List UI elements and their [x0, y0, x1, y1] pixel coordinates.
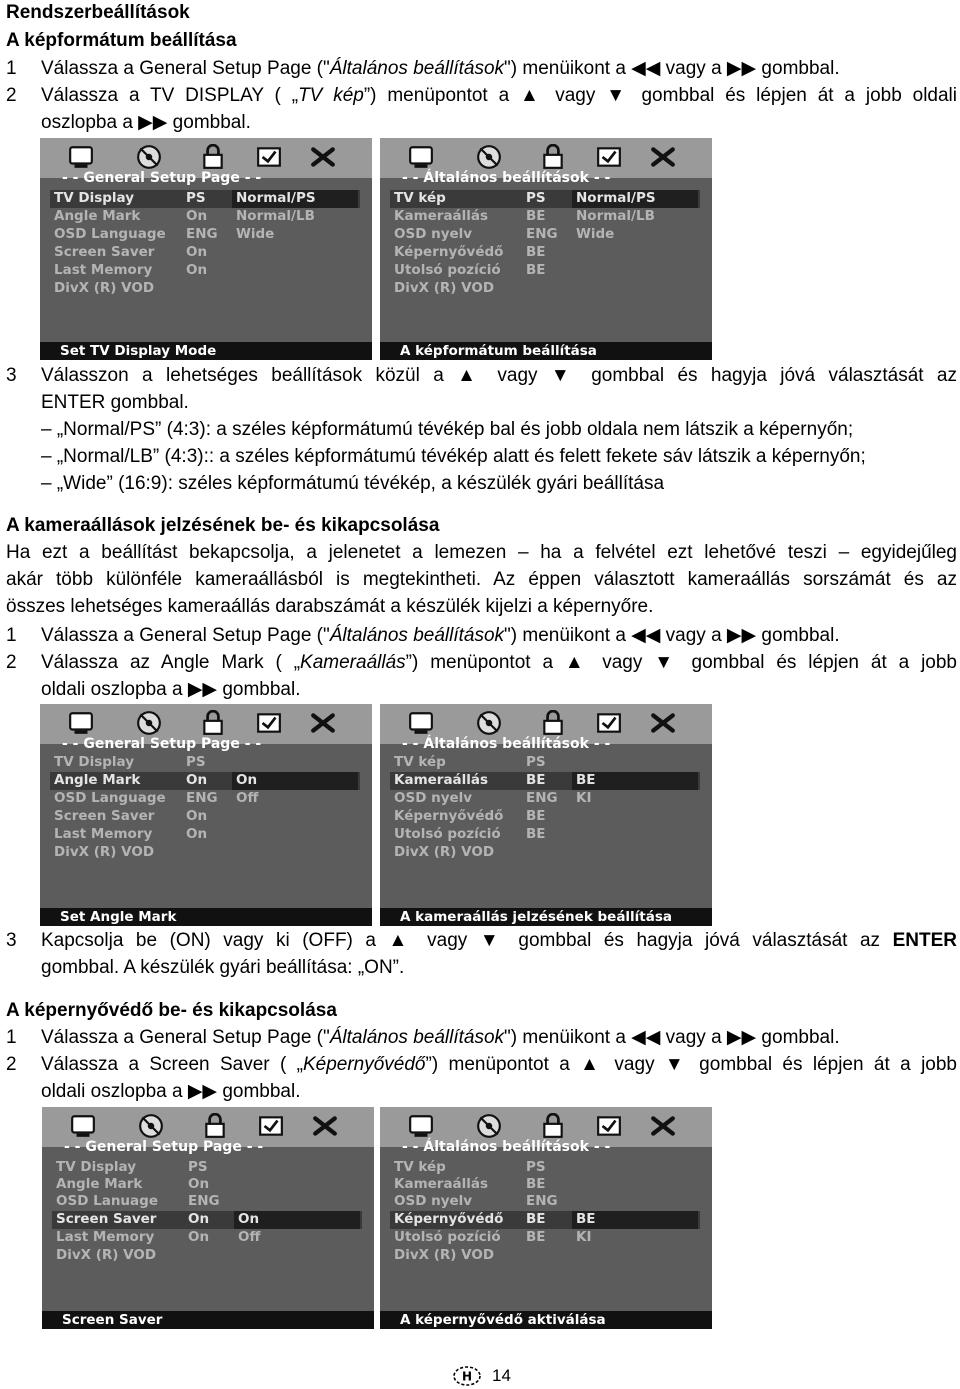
osd-value: On: [188, 1229, 210, 1245]
step-text: Válassza az Angle Mark ( „Kameraállás”) menüpontot a ▲ vagy ▼ gombbal és lépjen át a jobb: [41, 652, 957, 673]
tv-icon: [66, 710, 96, 736]
lock-icon: [198, 710, 228, 736]
osd-value: ENG: [188, 1193, 220, 1209]
page-heading: Rendszerbeállítások: [6, 2, 190, 23]
page-number: 14: [492, 1366, 511, 1385]
lock-icon: [200, 1113, 230, 1139]
osd-item: Angle Mark: [54, 772, 141, 788]
osd-item: Képernyővédő: [394, 808, 504, 824]
lock-icon: [538, 1113, 568, 1139]
osd-option: BE: [576, 1211, 596, 1227]
osd-value: ENG: [526, 1193, 558, 1209]
osd-value: PS: [526, 1159, 546, 1175]
osd-footer: [380, 908, 712, 926]
osd-value: PS: [526, 190, 546, 206]
checkbox-icon: [254, 144, 284, 170]
step-text: Kapcsolja be (ON) vagy ki (OFF) a ▲ vagy ▼ gombbal és hagyja jóvá választását az ENTER: [41, 930, 957, 951]
close-icon: [308, 144, 338, 170]
osd-screenshot-tv-display-hu: [380, 138, 712, 360]
paragraph-line: összes lehetséges kameraállás darabszámát a készülék kijelzi a képernyőre.: [6, 596, 654, 617]
osd-item: OSD nyelv: [394, 226, 473, 242]
osd-item: Last Memory: [54, 826, 153, 842]
osd-footer-text: A kameraállás jelzésének beállítása: [400, 909, 673, 925]
osd-value: ENG: [186, 226, 218, 242]
osd-footer: [42, 1311, 374, 1329]
osd-item: Last Memory: [56, 1229, 155, 1245]
osd-item: Last Memory: [54, 262, 153, 278]
step-number: 2: [6, 85, 17, 106]
osd-title: - - General Setup Page - -: [62, 736, 262, 752]
osd-item: DivX (R) VOD: [394, 844, 495, 860]
osd-item: OSD Lanuage: [56, 1193, 158, 1209]
disc-icon: [474, 144, 504, 170]
section-title-angle: A kameraállások jelzésének be- és kikapcsolása: [6, 515, 440, 536]
osd-value: BE: [526, 1176, 546, 1192]
osd-option: Wide: [236, 226, 275, 242]
osd-option: Normal/PS: [576, 190, 656, 206]
osd-item: DivX (R) VOD: [54, 280, 155, 296]
osd-value: On: [186, 244, 208, 260]
tv-icon: [406, 144, 436, 170]
step-number: 3: [6, 365, 17, 386]
osd-item: OSD Language: [54, 226, 166, 242]
osd-value: BE: [526, 1229, 546, 1245]
osd-item: Utolsó pozíció: [394, 826, 501, 842]
osd-item: OSD Language: [54, 790, 166, 806]
disc-icon: [136, 1113, 166, 1139]
country-badge-label: H: [461, 1369, 473, 1384]
osd-value: PS: [186, 754, 206, 770]
osd-option: KI: [576, 1229, 592, 1245]
osd-item: Képernyővédő: [394, 1211, 504, 1227]
osd-screenshot-screensaver-en: [42, 1107, 374, 1329]
osd-footer: [40, 908, 372, 926]
tv-icon: [66, 144, 96, 170]
step-text-cont: oldali oszlopba a ▶▶ gombbal.: [41, 1081, 301, 1102]
disc-icon: [134, 144, 164, 170]
osd-item: Screen Saver: [54, 808, 155, 824]
osd-title: - - Általános beállítások - -: [402, 170, 611, 186]
osd-footer-text: A képernyővédő aktiválása: [400, 1312, 606, 1328]
osd-item: TV kép: [394, 754, 446, 770]
close-icon: [648, 710, 678, 736]
osd-item: TV Display: [54, 754, 135, 770]
osd-value: On: [186, 826, 208, 842]
section-title-aspect: A képformátum beállítása: [6, 30, 237, 51]
step-text: Válassza a General Setup Page ("Általános beállítások") menüikont a ◀◀ vagy a ▶▶ gombbal.: [41, 58, 840, 79]
osd-option: Wide: [576, 226, 615, 242]
step-number: 2: [6, 652, 17, 673]
osd-item: DivX (R) VOD: [394, 1247, 495, 1263]
tv-icon: [68, 1113, 98, 1139]
osd-item: Screen Saver: [56, 1211, 157, 1227]
bullet-item: – „Wide” (16:9): széles képformátumú tévékép, a készülék gyári beállítása: [41, 473, 665, 494]
osd-value: ENG: [526, 226, 558, 242]
osd-value: BE: [526, 244, 546, 260]
osd-value: ENG: [186, 790, 218, 806]
close-icon: [310, 1113, 340, 1139]
osd-item: DivX (R) VOD: [394, 280, 495, 296]
osd-footer-text: Set TV Display Mode: [60, 343, 217, 359]
osd-option: Off: [236, 790, 259, 806]
osd-item: Kameraállás: [394, 1176, 489, 1192]
step-number: 1: [6, 1027, 17, 1048]
tv-icon: [406, 710, 436, 736]
osd-title: - - General Setup Page - -: [64, 1139, 264, 1155]
tv-icon: [406, 1113, 436, 1139]
step-text-cont: oszlopba a ▶▶ gombbal.: [41, 112, 251, 133]
paragraph-line: akár több különféle kameraállásból is megtekintheti. Az éppen választott kameraállás sorszámát és az: [6, 569, 957, 590]
step-text: Válassza a Screen Saver ( „Képernyővédő”) menüpontot a ▲ vagy ▼ gombbal és lépjen át a jobb: [41, 1054, 957, 1075]
close-icon: [648, 1113, 678, 1139]
osd-value: BE: [526, 208, 546, 224]
osd-option: BE: [576, 772, 596, 788]
osd-screenshot-tv-display-en: [40, 138, 372, 360]
osd-value: ENG: [526, 790, 558, 806]
osd-option: Normal/PS: [236, 190, 316, 206]
osd-screenshot-screensaver-hu: [380, 1107, 712, 1329]
osd-item: Angle Mark: [54, 208, 141, 224]
osd-value: On: [186, 808, 208, 824]
lock-icon: [538, 710, 568, 736]
step-text-cont: ENTER gombbal.: [41, 392, 189, 413]
osd-item: Kameraállás: [394, 208, 489, 224]
osd-value: BE: [526, 772, 546, 788]
osd-option: On: [238, 1211, 260, 1227]
step-text: Válasszon a lehetséges beállítások közül a ▲ vagy ▼ gombbal és hagyja jóvá választását az: [41, 365, 957, 386]
bullet-item: – „Normal/PS” (4:3): a széles képformátumú tévékép bal és jobb oldala nem látszik a képernyőn;: [41, 419, 854, 440]
lock-icon: [198, 144, 228, 170]
osd-footer: [40, 342, 372, 360]
osd-footer-text: Screen Saver: [62, 1312, 163, 1328]
osd-screenshot-angle-hu: [380, 704, 712, 926]
osd-footer: [380, 342, 712, 360]
step-number: 1: [6, 625, 17, 646]
osd-value: PS: [526, 754, 546, 770]
osd-item: DivX (R) VOD: [56, 1247, 157, 1263]
osd-item: Kameraállás: [394, 772, 489, 788]
osd-item: Angle Mark: [56, 1176, 143, 1192]
step-number: 1: [6, 58, 17, 79]
osd-title: - - General Setup Page - -: [62, 170, 262, 186]
disc-icon: [474, 710, 504, 736]
page-footer: [452, 1364, 542, 1388]
step-text: Válassza a TV DISPLAY ( „TV kép”) menüpontot a ▲ vagy ▼ gombbal és lépjen át a jobb oldali: [41, 85, 957, 106]
osd-footer: [380, 1311, 712, 1329]
osd-item: TV kép: [394, 190, 446, 206]
osd-footer-text: A képformátum beállítása: [400, 343, 597, 359]
close-icon: [308, 710, 338, 736]
osd-option: KI: [576, 790, 592, 806]
step-text-cont: oldali oszlopba a ▶▶ gombbal.: [41, 679, 301, 700]
disc-icon: [134, 710, 164, 736]
step-number: 2: [6, 1054, 17, 1075]
osd-value: BE: [526, 1211, 546, 1227]
checkbox-icon: [254, 710, 284, 736]
section-title-screensaver: A képernyővédő be- és kikapcsolása: [6, 1000, 337, 1021]
osd-item: DivX (R) VOD: [54, 844, 155, 860]
osd-value: PS: [186, 190, 206, 206]
osd-item: TV Display: [54, 190, 135, 206]
osd-item: OSD nyelv: [394, 1193, 473, 1209]
osd-item: Utolsó pozíció: [394, 262, 501, 278]
osd-title: - - Általános beállítások - -: [402, 1139, 611, 1155]
lock-icon: [538, 144, 568, 170]
osd-option: On: [236, 772, 258, 788]
osd-option: Normal/LB: [236, 208, 315, 224]
checkbox-icon: [594, 144, 624, 170]
osd-title: - - Általános beállítások - -: [402, 736, 611, 752]
osd-value: On: [188, 1176, 210, 1192]
osd-value: PS: [188, 1159, 208, 1175]
osd-value: BE: [526, 808, 546, 824]
bullet-item: – „Normal/LB” (4:3):: a széles képformátumú tévékép alatt és felett fekete sáv látszik a képernyőn;: [41, 446, 866, 467]
osd-value: On: [186, 262, 208, 278]
osd-value: BE: [526, 826, 546, 842]
close-icon: [648, 144, 678, 170]
osd-item: Képernyővédő: [394, 244, 504, 260]
osd-option: Normal/LB: [576, 208, 655, 224]
paragraph-line: Ha ezt a beállítást bekapcsolja, a jelenetet a lemezen – ha a felvétel ezt lehetővé teszi – egyidejűleg: [6, 542, 957, 563]
checkbox-icon: [594, 710, 624, 736]
osd-option: Off: [238, 1229, 261, 1245]
step-text: Válassza a General Setup Page ("Általános beállítások") menüikont a ◀◀ vagy a ▶▶ gombbal.: [41, 625, 840, 646]
step-text-cont: gombbal. A készülék gyári beállítása: „ON”.: [41, 957, 405, 978]
step-number: 3: [6, 930, 17, 951]
osd-item: OSD nyelv: [394, 790, 473, 806]
disc-icon: [474, 1113, 504, 1139]
osd-item: Screen Saver: [54, 244, 155, 260]
osd-item: TV kép: [394, 1159, 446, 1175]
osd-item: Utolsó pozíció: [394, 1229, 501, 1245]
osd-value: BE: [526, 262, 546, 278]
checkbox-icon: [256, 1113, 286, 1139]
osd-screenshot-angle-en: [40, 704, 372, 926]
osd-value: On: [186, 208, 208, 224]
country-badge: [452, 1365, 482, 1387]
osd-value: On: [186, 772, 208, 788]
step-text: Válassza a General Setup Page ("Általános beállítások") menüikont a ◀◀ vagy a ▶▶ gombbal.: [41, 1027, 840, 1048]
osd-item: TV Display: [56, 1159, 137, 1175]
osd-value: On: [188, 1211, 210, 1227]
osd-footer-text: Set Angle Mark: [60, 909, 177, 925]
checkbox-icon: [594, 1113, 624, 1139]
